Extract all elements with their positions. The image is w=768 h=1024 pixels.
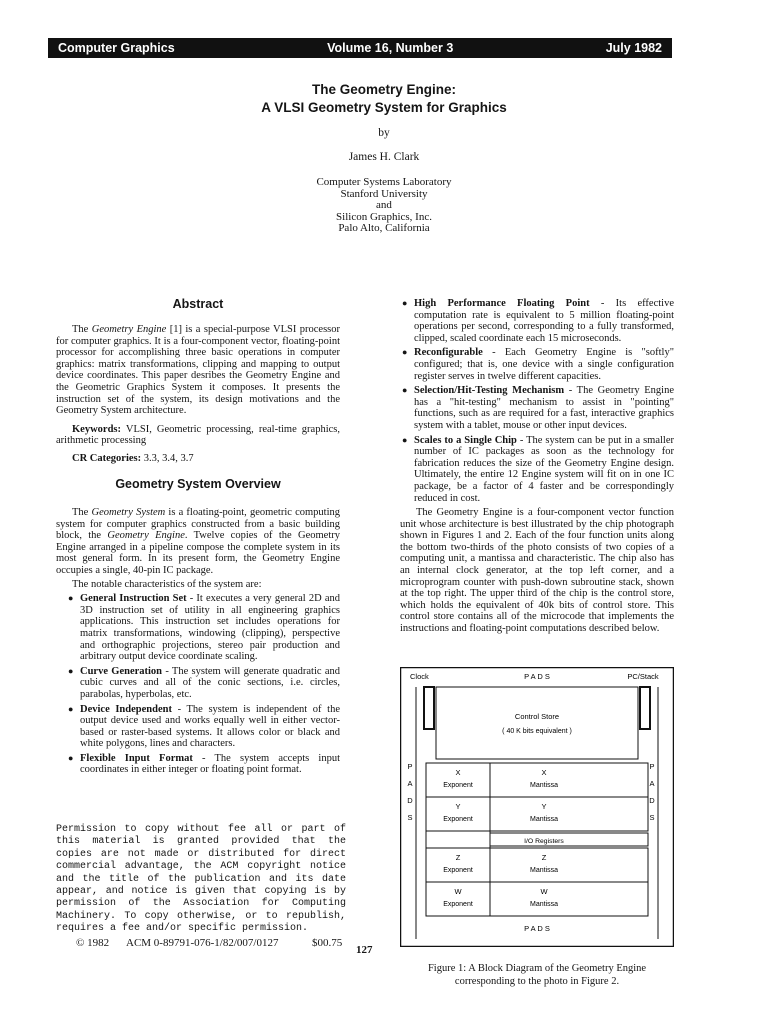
y-exponent-label: Exponent [443, 816, 473, 823]
left-pads-letter: P [407, 762, 413, 771]
journal-name: Computer Graphics [58, 41, 175, 55]
z-mantissa-label: Mantissa [529, 867, 559, 874]
volume-number: Volume 16, Number 3 [327, 41, 454, 55]
author-name: James H. Clark [348, 151, 420, 163]
left-pads-letter: A [407, 779, 413, 788]
copyright-permission-notice: Permission to copy without fee all or part of this material is granted provided that the copies are not made or distributed for direct commercial advantage, the ACM copyright notice and the title of the publication and its date appear, and notice is given that copying is by permission of the Association for Computing Machinery. To copy otherwise, or to republish, requires a fee and/or specific permission. [56, 824, 346, 935]
affiliation-line: Stanford University [340, 187, 428, 200]
w-axis-label: W [454, 887, 462, 896]
affiliation-line: and [376, 199, 392, 212]
acm-code: ACM 0-89791-076-1/82/007/0127 [126, 937, 279, 949]
clock-label: Clock [410, 672, 429, 681]
right-pads-letter: S [649, 813, 655, 822]
page-number: 127 [356, 944, 373, 956]
io-registers-label: I/O Registers [524, 838, 564, 845]
io-left-block [426, 831, 490, 848]
x-axis-label: X [541, 768, 547, 777]
list-item: ● Curve Generation - The system will generate quadratic and cubic curves and all of the conic sections, i.e. circles, parabolas, hyperbolas, etc. [66, 666, 340, 701]
affiliation-line: Palo Alto, California [338, 222, 430, 235]
z-axis-label: Z [541, 853, 547, 862]
overview-heading: Geometry System Overview [115, 477, 281, 491]
y-axis-label: Y [541, 802, 547, 811]
y-mantissa-block [490, 797, 648, 831]
journal-header-bar [48, 38, 672, 58]
characteristics-list-continued [400, 298, 674, 504]
y-axis-label: Y [455, 802, 461, 811]
right-pads-letter: P [649, 762, 655, 771]
issue-date: July 1982 [605, 41, 662, 55]
z-exponent-label: Exponent [443, 867, 473, 874]
w-exponent-label: Exponent [443, 901, 473, 908]
y-mantissa-label: Mantissa [529, 816, 559, 823]
affiliation-line: Computer Systems Laboratory [316, 176, 452, 188]
title-line-1: The Geometry Engine: [311, 82, 457, 97]
left-pads-letter: D [407, 796, 413, 805]
list-item: ● High Performance Floating Point - Its effective computation rate is equivalent to 5 million floating-point operations per second, corresponding to a fully transformed, clipped, scaled coordinate each 15 microseconds. [400, 298, 674, 344]
x-mantissa-block [490, 763, 648, 797]
pads-top-label: P A D S [524, 672, 550, 681]
copyright-year: © 1982 [76, 937, 110, 949]
abstract-heading: Abstract [172, 297, 224, 311]
list-item: ● Reconfigurable - Each Geometry Engine is "softly" configured; that is, one device with a single configuration register serves in twelve different capacities. [400, 347, 674, 382]
title-line-2: A VLSI Geometry System for Graphics [261, 100, 507, 115]
abstract-paragraph: The Geometry Engine [1] is a special-purpose VLSI processor for computer graphics. It is a four-component vector, floating-point processor for accomplishing three basic operations in computer graphics: matrix transformations, clipping and mapping to output device coordinates. This paper desribes the Geometry Engine and the Geometric Graphics System it composes. It presents the instruction set of the system, its design motivations and the Geometry System architecture. [56, 324, 340, 417]
list-item: ● Flexible Input Format - The system accepts input coordinates in either integer or floating point format. [66, 753, 340, 776]
caption-line-1: Figure 1: A Block Diagram of the Geometry Engine [427, 963, 647, 974]
figure-caption [400, 963, 674, 988]
list-item: ● Scales to a Single Chip - The system can be put in a smaller number of IC packages as soon as the technology for fabrication reduces the size of the Geometry Engine design. Ultimately, the entire 12 Engine system will fit on in one IC package, be a factor of 4 faster and be correspondingly reduced in cost. [400, 435, 674, 505]
x-exponent-label: Exponent [443, 782, 473, 789]
w-axis-label: W [540, 887, 548, 896]
architecture-paragraph: The Geometry Engine is a four-component vector function unit whose architecture is best illustrated by the chip photograph shown in Figures 1 and 2. Each of the four function units along the bottom two-thirds of the photo consists of two copies of a computing unit, a mantissa and characteristic. The chip also has an internal clock generator, at the top left corner, and a microprogram counter with push-down subroutine stack, shown at the top right. The upper third of the chip is the control store, which holds the equivalent of 40k bits of control store. This control store contains all of the microcode that implements the instructions and floating-point computations described below. [400, 507, 674, 635]
caption-line-2: corresponding to the photo in Figure 2. [454, 975, 620, 987]
paper-title [0, 81, 768, 117]
list-item: ● Selection/Hit-Testing Mechanism - The Geometry Engine has a "hit-testing" mechanism to assist in "pointing" functions, such as are required for a fast, interactive graphics system with a tablet, mouse or other input devices. [400, 385, 674, 431]
control-store-sub-label: ( 40 K bits equivalent ) [502, 728, 572, 735]
list-item: ● General Instruction Set - It executes a very general 2D and 3D instruction set of utility in all engineering graphics applications. This instruction set includes operations for matrix transformations, windowing (clipping), perspective and orthographic projections, stereo pair production and arbitrary output device coordinate scaling. [66, 593, 340, 663]
control-store-block [436, 687, 638, 759]
control-store-label: Control Store [514, 712, 560, 721]
list-item: ● Device Independent - The system is independent of the output device used and works equally well in either vector-based or raster-based systems. It allows color or black and white polygons, lines and characters. [66, 704, 340, 750]
characteristics-list [56, 593, 340, 776]
z-axis-label: Z [455, 853, 461, 862]
author-affiliation [0, 177, 768, 235]
x-mantissa-label: Mantissa [529, 782, 559, 789]
clock-block [424, 687, 434, 729]
affiliation-line: Silicon Graphics, Inc. [336, 210, 432, 223]
keywords: Keywords: VLSI, Geometric processing, real-time graphics, arithmetic processing [56, 423, 340, 447]
z-mantissa-block [490, 848, 648, 882]
w-mantissa-label: Mantissa [529, 901, 559, 908]
abstract-body [56, 324, 340, 465]
by-line: by [378, 127, 390, 139]
overview-paragraph: The Geometry System is a floating-point, geometric computing system for computer graphics constructed from a basic building block, the Geometry Engine. Twelve copies of the Geometry Engine arranged in a pipeline compose the complete system in its most general form. In its present form, the Geometry Engine occupies a single, 40-pin IC package. [56, 507, 341, 576]
right-pads-letter: A [649, 779, 655, 788]
w-mantissa-block [490, 882, 648, 916]
cr-categories: CR Categories: 3.3, 3.4, 3.7 [72, 452, 194, 464]
x-axis-label: X [455, 768, 461, 777]
pcstack-block [640, 687, 650, 729]
pcstack-label: PC/Stack [627, 672, 659, 681]
io-registers-block [490, 833, 648, 846]
right-column-text [400, 298, 674, 635]
geometry-engine-block-diagram [400, 667, 674, 947]
left-pads-letter: S [407, 813, 413, 822]
right-pads-letter: D [649, 796, 655, 805]
characteristics-intro: The notable characteristics of the system are: [72, 578, 262, 590]
overview-body [56, 507, 340, 779]
pads-bottom-label: P A D S [524, 924, 550, 933]
price: $00.75 [312, 937, 343, 949]
